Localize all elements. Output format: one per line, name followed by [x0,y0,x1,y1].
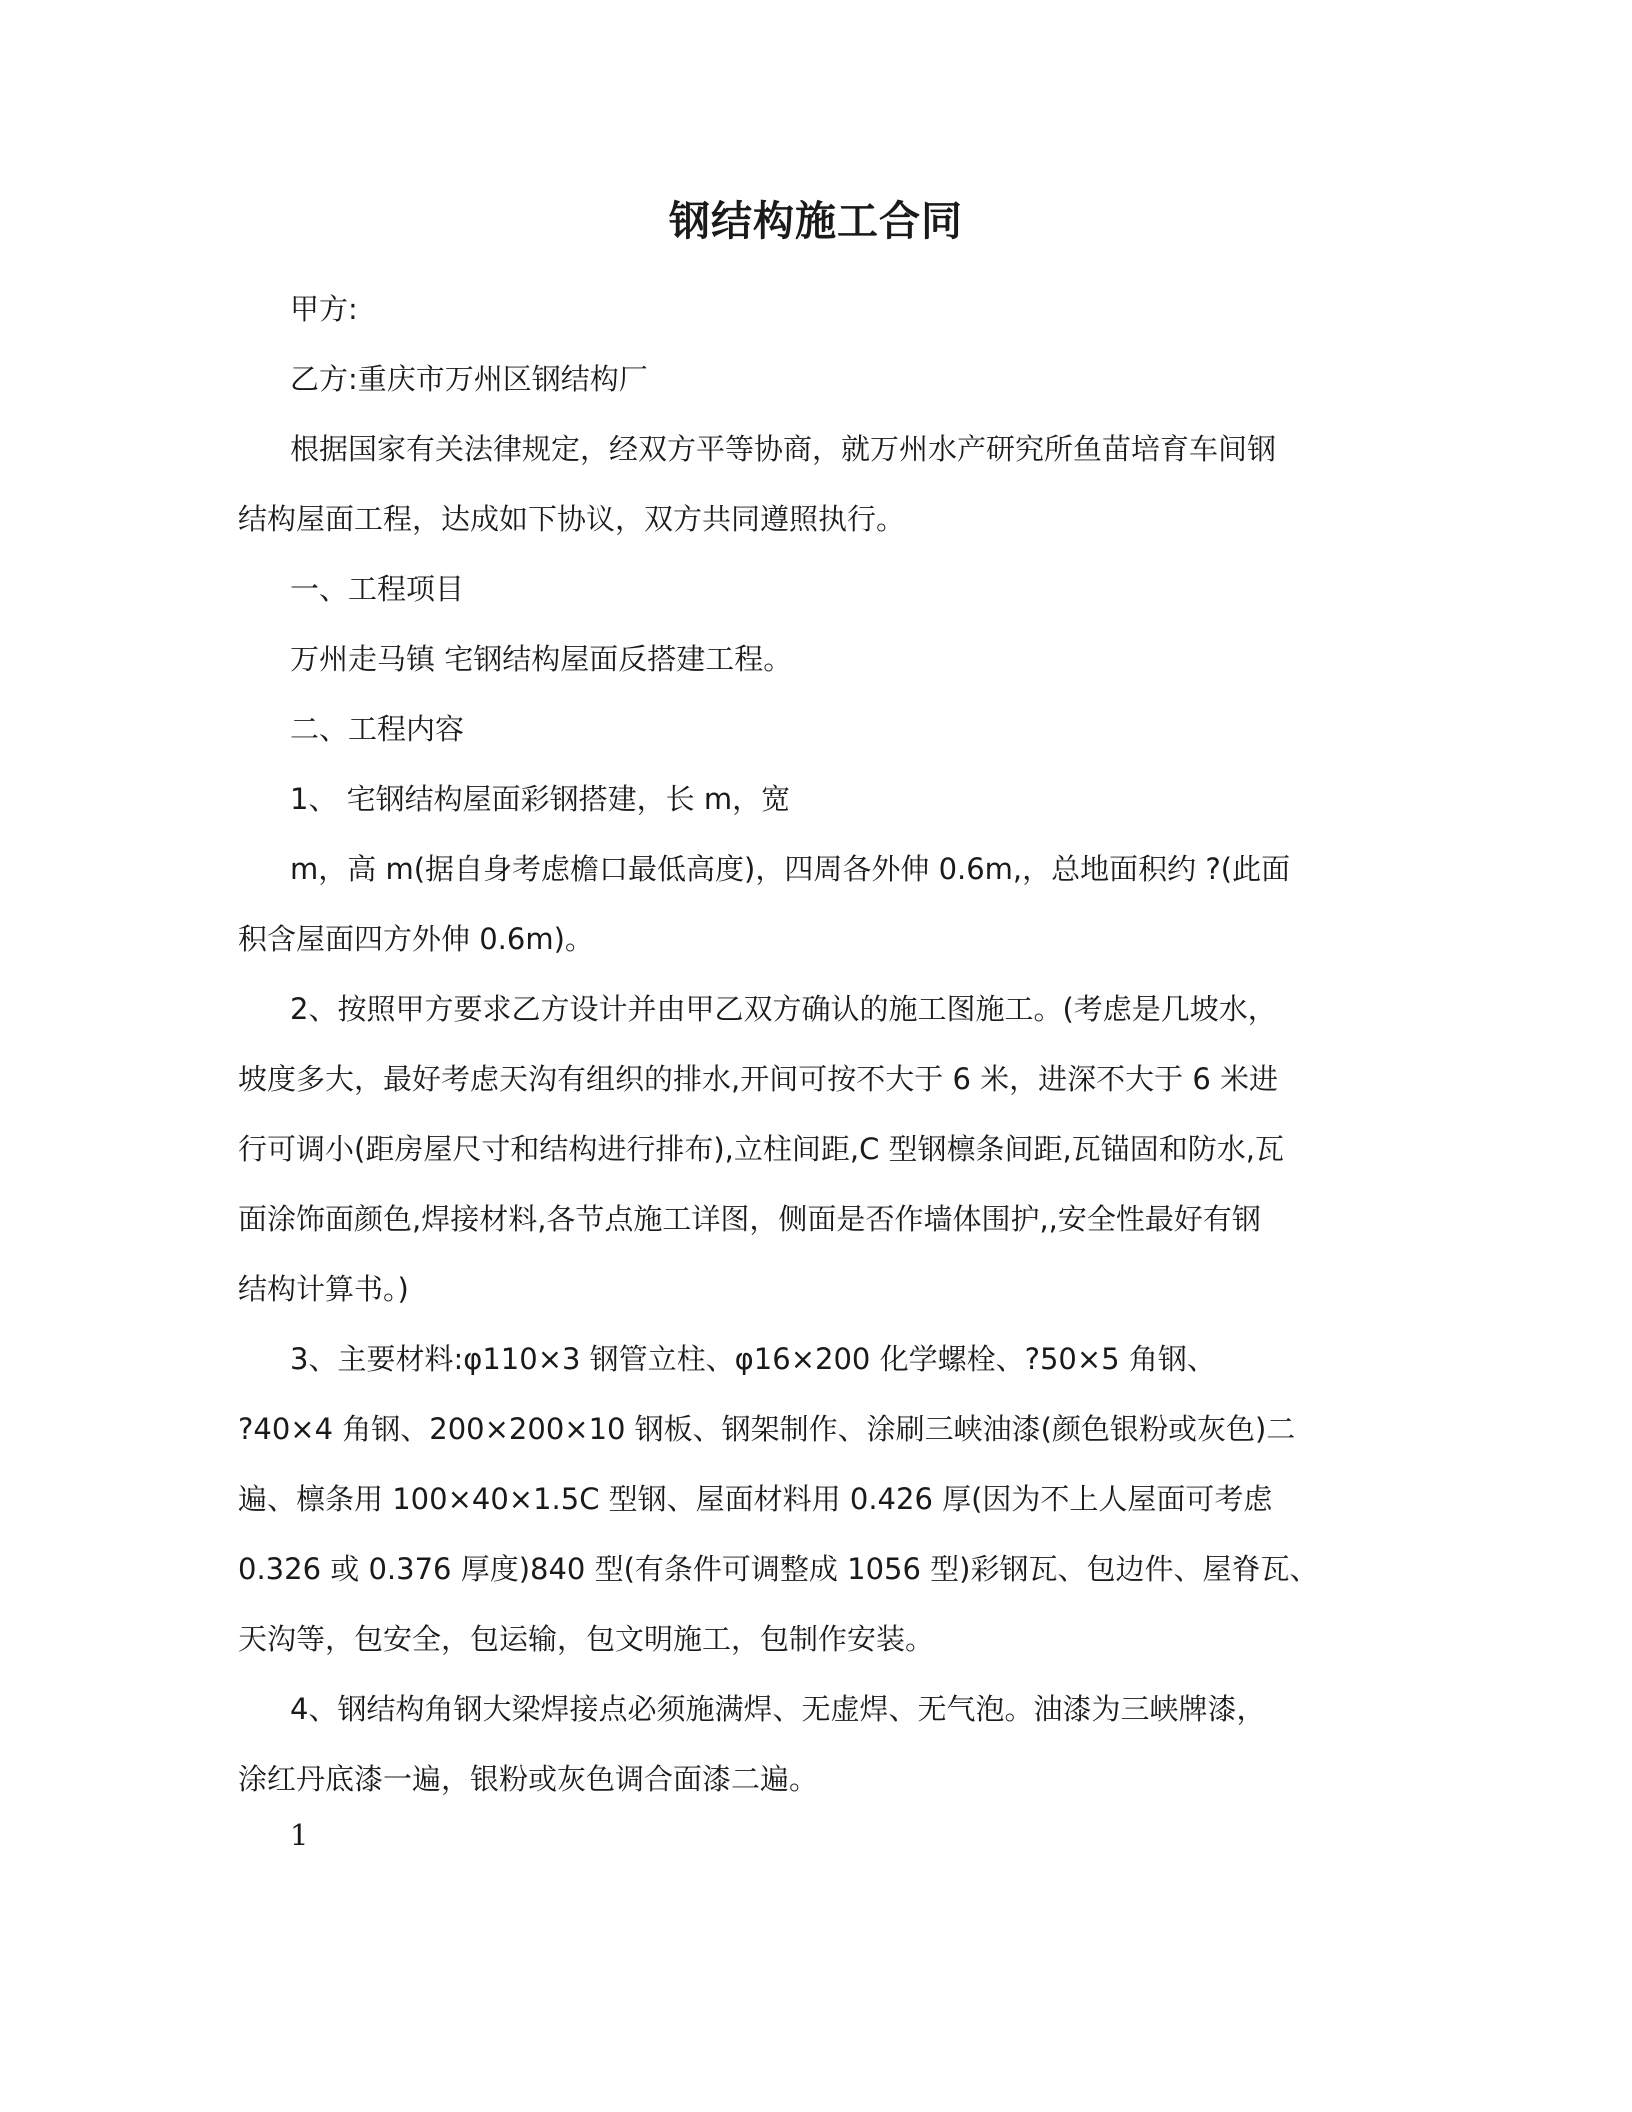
item2-line-1: 2、按照甲方要求乙方设计并由甲乙双方确认的施工图施工。(考虑是几坡水， [290,992,1277,1026]
section-text-project: 万州走马镇 宅钢结构屋面反搭建工程。 [290,642,793,676]
party-a-line: 甲方: [290,292,358,326]
section-heading-content: 二、工程内容 [290,712,465,746]
item3-line-2: ?40×4 角钢、200×200×10 钢板、钢架制作、涂刷三峡油漆(颜色银粉或灰色)二 [238,1412,1296,1446]
item2-line-5: 结构计算书。) [238,1272,409,1306]
item1-line-1: 1、 宅钢结构屋面彩钢搭建，长 m，宽 [290,782,791,816]
document-title: 钢结构施工合同 [669,197,963,245]
item4-line-1: 4、钢结构角钢大梁焊接点必须施满焊、无虚焊、无气泡。油漆为三峡牌漆， [290,1692,1266,1726]
item3-line-3: 遍、檩条用 100×40×1.5C 型钢、屋面材料用 0.426 厚(因为不上人屋面可考虑 [238,1482,1273,1516]
party-b-line: 乙方:重庆市万州区钢结构厂 [290,362,648,396]
item3-line-4: 0.326 或 0.376 厚度)840 型(有条件可调整成 1056 型)彩钢瓦、包边件、屋脊瓦、 [238,1552,1319,1586]
item2-line-2: 坡度多大，最好考虑天沟有组织的排水,开间可按不大于 6 米，进深不大于 6 米进 [238,1062,1278,1096]
item3-line-5: 天沟等，包安全，包运输，包文明施工，包制作安装。 [238,1622,935,1656]
document-body [238,274,1398,1814]
item2-line-3: 行可调小(距房屋尺寸和结构进行排布),立柱间距,C 型钢檩条间距,瓦锚固和防水,瓦 [238,1132,1284,1166]
section-heading-project: 一、工程项目 [290,572,465,606]
item1-line-2: m，高 m(据自身考虑檐口最低高度)，四周各外伸 0.6m,，总地面积约 ?(此面 [290,852,1291,886]
page-number: 1 [290,1818,309,1852]
intro-line-2: 结构屋面工程，达成如下协议，双方共同遵照执行。 [238,502,906,536]
item1-line-3: 积含屋面四方外伸 0.6m)。 [238,922,594,956]
intro-line-1: 根据国家有关法律规定，经双方平等协商，就万州水产研究所鱼苗培育车间钢 [290,432,1277,466]
item4-line-2: 涂红丹底漆一遍，银粉或灰色调合面漆二遍。 [238,1762,819,1796]
item2-line-4: 面涂饰面颜色,焊接材料,各节点施工详图，侧面是否作墙体围护,,安全性最好有钢 [238,1202,1261,1236]
item3-line-1: 3、主要材料:φ110×3 钢管立柱、φ16×200 化学螺栓、?50×5 角钢、 [290,1342,1216,1376]
